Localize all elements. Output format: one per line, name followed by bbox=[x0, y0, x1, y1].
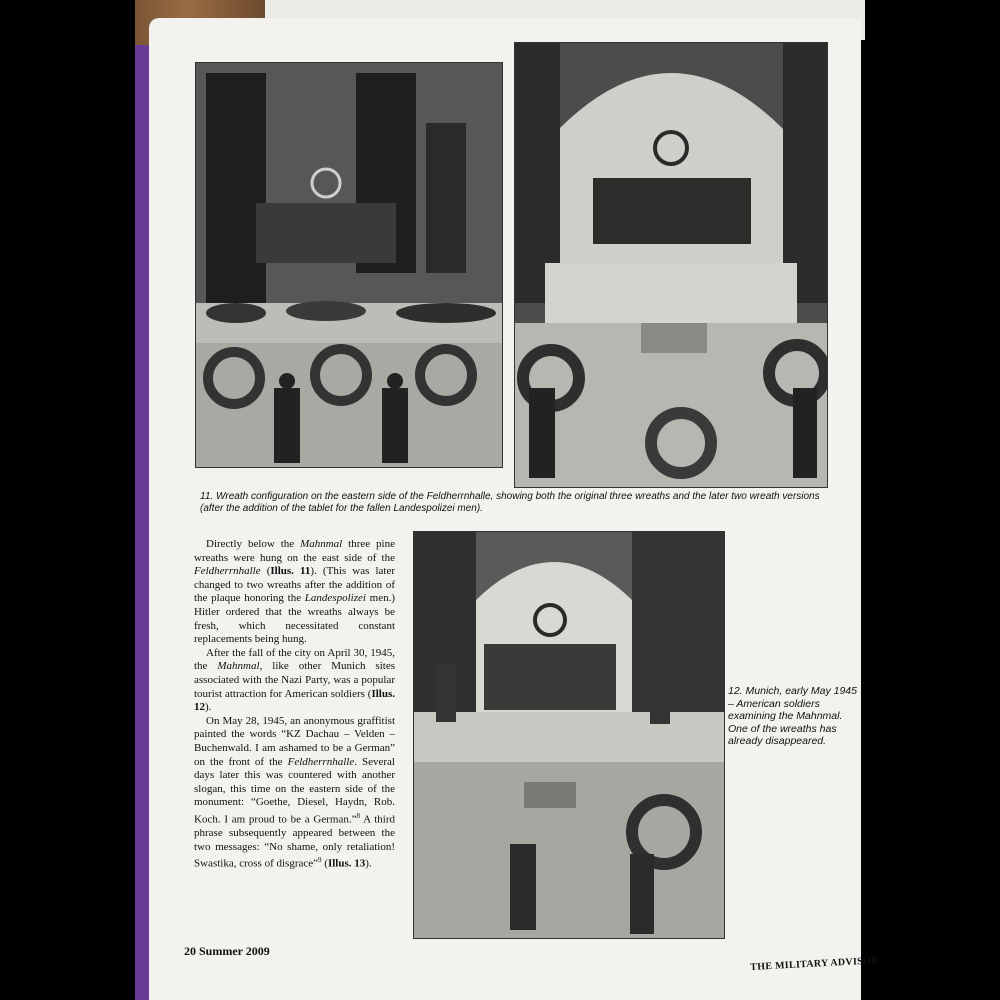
text-run: Feldherrnhalle bbox=[287, 755, 355, 768]
text-run: A third phrase subsequently appeared between the two messages: “No shame, only retaliation! Swastika, cross of disgrace” bbox=[194, 813, 395, 870]
photo-eastern-side-three-wreaths bbox=[195, 62, 503, 468]
purple-cover-edge bbox=[135, 45, 149, 1000]
text-run: men.) Hitler ordered that the wreaths always be fresh, which necessitated constant replacements being hung. bbox=[194, 592, 395, 646]
publication-name: THE MILITARY ADVISOR bbox=[750, 955, 879, 973]
text-run: , like other Munich sites associated with the Nazi Party, was a popular tourist attraction for American soldiers ( bbox=[194, 660, 395, 700]
illustration-ref: Illus. 11 bbox=[270, 565, 311, 578]
text-run: ). (This was later changed to two wreaths after the addition of the plaque honoring the bbox=[194, 565, 396, 605]
photo-eastern-side-two-wreaths bbox=[514, 42, 828, 488]
footnote-ref: 9 bbox=[318, 856, 322, 865]
paragraph bbox=[194, 647, 395, 715]
text-run: three pine wreaths were hung on the east side of the bbox=[194, 538, 395, 564]
illustration-ref: Illus. 13 bbox=[327, 857, 366, 870]
text-run: ( bbox=[321, 857, 328, 870]
text-run: ). bbox=[365, 857, 372, 870]
text-run: ). bbox=[205, 701, 212, 714]
text-run: Landespolizei bbox=[304, 592, 366, 605]
text-run: Feldherrnhalle bbox=[194, 565, 261, 578]
photo-12-drawing bbox=[414, 532, 724, 938]
text-run: Directly below the bbox=[206, 538, 301, 550]
caption-illus-12: 12. Munich, early May 1945 – American soldiers examining the Mahnmal. One of the wreaths has already disappeared. bbox=[728, 685, 857, 747]
photo-11a-drawing bbox=[196, 63, 502, 467]
text-run: On May 28, 1945, an anonymous graffitist painted the words “KZ Dachau – Velden – Buchenwald. I am ashamed to be a German” on the front of the bbox=[194, 714, 395, 768]
article-body bbox=[194, 538, 395, 872]
caption-illus-11: 11. Wreath configuration on the eastern side of the Feldherrnhalle, showing both the original three wreaths and the later two wreath versions (after the addition of the tablet for the fallen Landespolizei men). bbox=[200, 491, 820, 514]
text-run: . Several days later this was countered with another slogan, this time on the eastern side of the monument: “Goethe, Diesel, Haydn, Rob. Koch. I am proud to be a German.” bbox=[194, 755, 395, 826]
illustration-ref: Illus. 12 bbox=[194, 687, 395, 714]
footer-folio bbox=[184, 944, 270, 959]
paragraph bbox=[194, 538, 395, 647]
page-number: 20 bbox=[184, 944, 196, 958]
text-run: After the fall of the city on April 30, 1945, the bbox=[194, 646, 395, 673]
footnote-ref: 8 bbox=[356, 811, 360, 820]
text-run: ( bbox=[260, 565, 271, 578]
photo-11b-drawing bbox=[515, 43, 827, 487]
text-run: Mahnmal bbox=[300, 538, 343, 550]
text-run: Mahnmal bbox=[217, 660, 260, 673]
paragraph bbox=[194, 715, 395, 872]
issue-label: Summer 2009 bbox=[199, 944, 270, 958]
photo-american-soldiers-mahnmal bbox=[413, 531, 725, 939]
